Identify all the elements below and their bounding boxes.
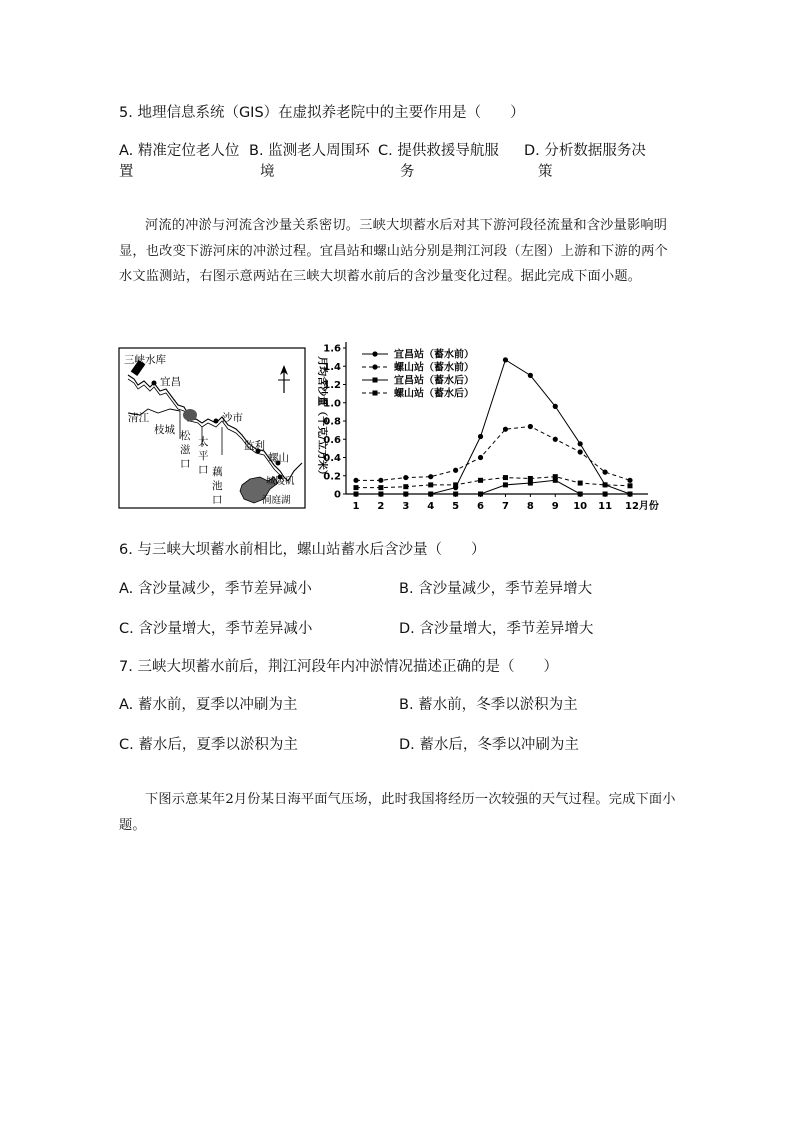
chart-x-tick-label: 1 <box>352 501 360 512</box>
chart-y-tick-label: 1.0 <box>323 398 341 410</box>
q5-option-c: C. 提供救援导航服 <box>378 143 499 159</box>
chart-legend-marker-0 <box>372 351 377 356</box>
chart-point-1 <box>627 478 632 483</box>
chart-point-2 <box>528 481 533 486</box>
q5-option-d-wrap: 策 <box>538 164 553 180</box>
chart-ylabel: 月均含沙量（千克/立方米） <box>316 356 327 480</box>
chart-point-2 <box>503 482 508 487</box>
chart-y-tick-label: 0.4 <box>323 453 341 464</box>
map-label-taiping-2: 平 <box>198 450 209 462</box>
chart-point-2 <box>578 492 583 497</box>
chart-x-tick-label: 2 <box>377 501 385 512</box>
chart-point-3 <box>428 482 433 487</box>
chart-point-1 <box>453 468 458 473</box>
chart-x-tick-label: 10 <box>573 501 588 512</box>
chart-y-tick-label: 0.8 <box>323 416 341 428</box>
chart-y-tick-label: 1.6 <box>323 343 341 355</box>
chart-point-2 <box>354 492 359 497</box>
chart-point-3 <box>578 481 583 486</box>
chart-y-tick-label: 1.4 <box>323 361 341 373</box>
chart-point-3 <box>503 475 508 480</box>
chart-legend-label-1: 螺山站（蓄水前） <box>394 362 474 374</box>
chart-point-3 <box>628 483 633 488</box>
chart-series-line-2 <box>356 480 630 494</box>
chart-point-2 <box>378 492 383 497</box>
passage-pressure-text: 下图示意某年2月份某日海平面气压场，此时我国将经历一次较强的天气过程。完成下面小题。 <box>119 792 676 833</box>
map-label-songzi-2: 滋 <box>180 444 191 456</box>
q7-option-c: C. 蓄水后，夏季以淤积为主 <box>119 737 298 753</box>
q5-option-d: D. 分析数据服务决 <box>524 143 646 159</box>
chart-x-tick-label: 3 <box>402 501 410 512</box>
map-label-qingjiang: 清江 <box>128 412 149 424</box>
chart-x-tick-label: 7 <box>501 501 509 512</box>
q5-option-c-wrap: 务 <box>400 164 415 180</box>
q5-option-b-wrap: 境 <box>260 164 275 180</box>
chart-point-1 <box>503 427 508 432</box>
chart-point-3 <box>603 482 608 487</box>
chart-y-tick-label: 0.6 <box>323 434 341 446</box>
chart-point-3 <box>403 484 408 489</box>
chart-point-2 <box>628 492 633 497</box>
chart-point-2 <box>453 492 458 497</box>
q7-stem: 7. 三峡大坝蓄水前后，荆江河段年内冲淤情况描述正确的是（ ） <box>119 659 558 675</box>
chart-legend-label-0: 宜昌站（蓄水前） <box>394 349 474 361</box>
chart-point-3 <box>478 478 483 483</box>
chart-point-1 <box>403 475 408 480</box>
chart-x-tick-label: 4 <box>427 501 435 512</box>
chart-point-3 <box>354 485 359 490</box>
chart-y-tick-label: 0.2 <box>323 471 341 483</box>
q7-option-b: B. 蓄水前，冬季以淤积为主 <box>399 697 578 713</box>
chart-point-1 <box>378 478 383 483</box>
chart-point-0 <box>578 441 583 446</box>
chart-point-2 <box>603 492 608 497</box>
chart-y-tick-label: 1.2 <box>323 380 341 391</box>
chart-point-2 <box>403 492 408 497</box>
q6-option-b: B. 含沙量减少，季节差异增大 <box>399 581 593 597</box>
chart-y-tick-label: 0 <box>334 489 341 501</box>
sediment-chart <box>308 336 664 516</box>
map-label-chenglingji: 城陵矶 <box>266 476 295 487</box>
chart-series-line-1 <box>356 426 630 480</box>
chart-point-0 <box>528 373 533 378</box>
q7-option-a: A. 蓄水前，夏季以冲刷为主 <box>119 697 298 713</box>
chart-legend-marker-2 <box>373 378 378 383</box>
passage-sediment <box>119 213 679 290</box>
chart-legend-label-2: 宜昌站（蓄水后） <box>394 375 474 387</box>
passage-sediment-text: 河流的冲淤与河流含沙量关系密切。三峡大坝蓄水后对其下游河段径流量和含沙量影响明显，也改变下游河床的冲淤过程。宜昌站和螺山站分别是荆江河段（左图）上游和下游的两个水文监测站，右图示意两站在三峡大坝蓄水前后的含沙量变化过程。据此完成下面小题。 <box>119 218 668 284</box>
map-label-yichang: 宜昌 <box>160 376 181 388</box>
q6-option-d: D. 含沙量增大，季节差异增大 <box>399 621 594 637</box>
q6-option-c: C. 含沙量增大，季节差异减小 <box>119 621 313 637</box>
q5-stem: 5. 地理信息系统（GIS）在虚拟养老院中的主要作用是（ ） <box>119 105 525 121</box>
chart-point-2 <box>478 492 483 497</box>
map-label-songzi-3: 口 <box>180 458 191 470</box>
map-label-luoshan: 螺山 <box>268 452 289 464</box>
map-label-taiping-3: 口 <box>198 464 209 476</box>
chart-series-line-3 <box>356 477 630 488</box>
chart-point-1 <box>602 470 607 475</box>
chart-x-tick-label: 5 <box>452 501 460 512</box>
q5-option-b: B. 监测老人周围环 <box>249 143 370 159</box>
chart-x-tick-label: 9 <box>551 501 559 512</box>
chart-point-1 <box>528 424 533 429</box>
chart-point-1 <box>478 455 483 460</box>
map-label-ouchi-2: 池 <box>212 480 223 492</box>
chart-point-0 <box>478 434 483 439</box>
chart-point-2 <box>428 492 433 497</box>
map-label-songzi-1: 松 <box>180 430 191 442</box>
map-label-shashi: 沙市 <box>222 412 243 424</box>
map-label-reservoir: 三峡水库 <box>124 354 166 366</box>
chart-point-3 <box>453 482 458 487</box>
chart-point-3 <box>553 474 558 479</box>
chart-legend-marker-1 <box>372 364 377 369</box>
passage-pressure <box>119 787 679 838</box>
q5-option-a-wrap: 置 <box>119 164 134 180</box>
chart-point-3 <box>528 476 533 481</box>
map-label-zhicheng: 枝城 <box>154 424 175 436</box>
chart-x-tick-label: 12月份 <box>625 501 659 512</box>
map-label-ouchi-3: 口 <box>212 494 223 506</box>
jingjiang-map <box>118 347 306 509</box>
chart-point-3 <box>378 485 383 490</box>
chart-point-1 <box>553 437 558 442</box>
q5-option-a: A. 精准定位老人位 <box>119 143 240 159</box>
chart-x-tick-label: 6 <box>477 501 485 512</box>
chart-x-tick-label: 11 <box>598 501 613 512</box>
chart-point-0 <box>503 357 508 362</box>
map-label-ouchi-1: 藕 <box>212 466 223 478</box>
chart-point-1 <box>428 474 433 479</box>
chart-point-1 <box>578 449 583 454</box>
chart-legend-label-3: 螺山站（蓄水后） <box>394 388 474 400</box>
chart-point-0 <box>553 404 558 409</box>
q6-option-a: A. 含沙量减少，季节差异减小 <box>119 581 312 597</box>
q6-stem: 6. 与三峡大坝蓄水前相比，螺山站蓄水后含沙量（ ） <box>119 542 486 558</box>
map-label-jianli: 监利 <box>244 440 265 452</box>
chart-point-1 <box>353 478 358 483</box>
map-label-dongting: 洞庭湖 <box>262 495 291 506</box>
q7-option-d: D. 蓄水后，冬季以冲刷为主 <box>399 737 579 753</box>
chart-x-tick-label: 8 <box>526 501 534 512</box>
map-label-taiping-1: 太 <box>198 436 209 448</box>
chart-legend-marker-3 <box>373 391 378 396</box>
